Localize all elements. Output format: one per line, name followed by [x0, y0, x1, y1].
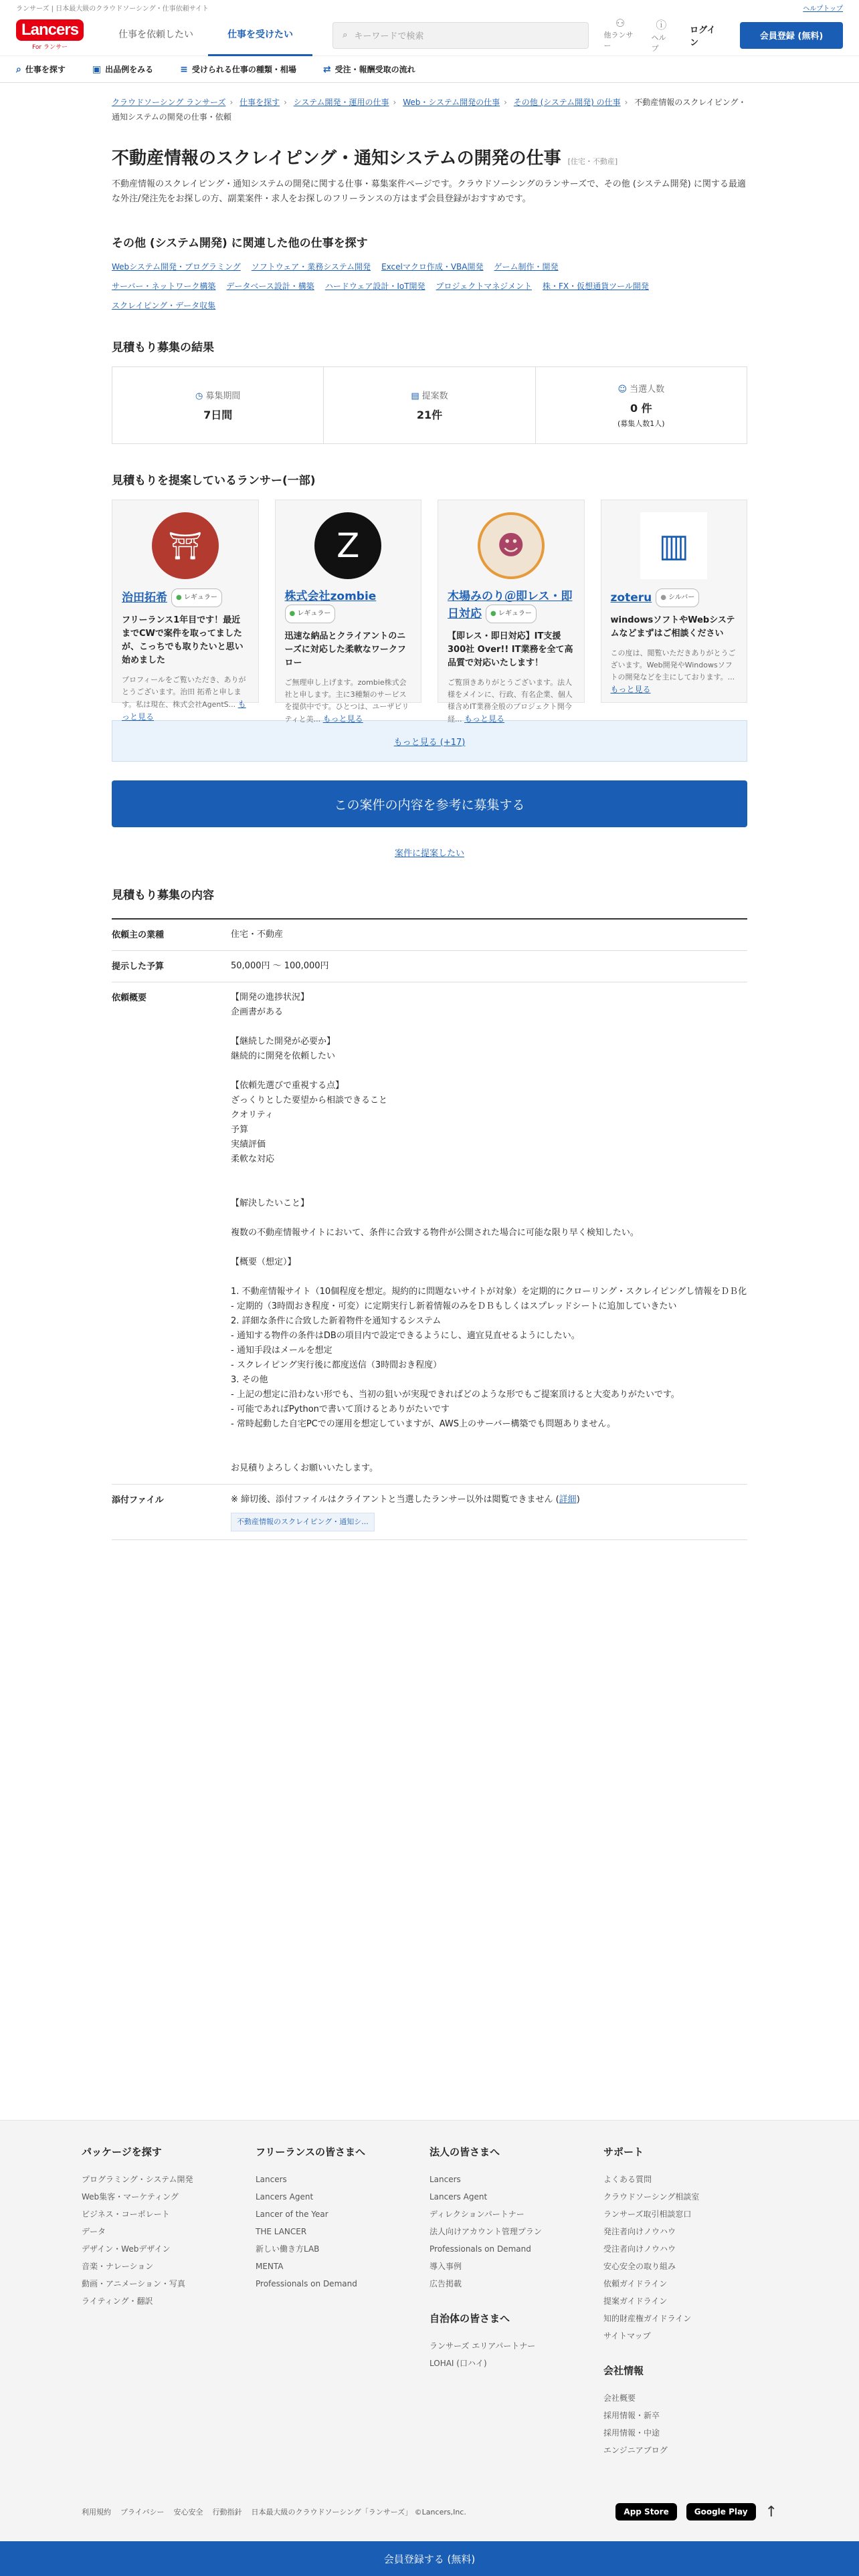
related-link[interactable]: ハードウェア設計・IoT開発 [324, 282, 425, 291]
footer-link[interactable]: 知的財産権ガイドライン [603, 2314, 692, 2323]
detail-row-attachments: 添付ファイル ※ 締切後、添付ファイルはクライアントと当選したランサー以外は閲覧できません (詳細) 不動産情報のスクレイピング・通知シ... [112, 1485, 747, 1540]
more-link[interactable]: もっと見る [322, 714, 363, 724]
related-links [112, 261, 667, 311]
footer-link[interactable]: 受注者向けノウハウ [603, 2244, 676, 2254]
rank-badge: ● レギュラー [171, 588, 222, 607]
breadcrumb-link[interactable]: システム開発・運用の仕事 [293, 98, 389, 107]
lancer-name[interactable]: zoteru [610, 591, 652, 605]
page-lead: 不動産情報のスクレイピング・通知システムの開発に関する仕事・募集案件ページです。クラウドソーシングのランサーズで、その他 (システム開発) に関する最適な外注/発注先をお探しの方、副業案件・求人をお探しのフリーランスの方はまず会員登録がおすすめです。 [112, 179, 746, 204]
related-link[interactable]: 株・FX・仮想通貨ツール開発 [542, 282, 649, 291]
breadcrumb-link[interactable]: その他 (システム開発) の仕事 [513, 98, 621, 107]
lancer-name[interactable]: 治田拓希 [122, 591, 167, 605]
related-link[interactable]: データベース設計・構築 [226, 282, 314, 291]
breadcrumb: クラウドソーシング ランサーズ › 仕事を探す › システム開発・運用の仕事 › Web・システム開発の仕事 › その他 (システム開発) の仕事 › 不動産情報のスクレイピング・通知システムの開発の仕事・依頼 [112, 98, 747, 122]
search-input[interactable]: ⌕ キーワードで検索 [332, 22, 589, 49]
footer-col-business: 法人の皆さまへ Lancers Lancers Agent ディレクションパートナー 法人向けアカウント管理プラン Professionals on Demand 導入事例 広告掲載 自治体の皆さまへ ランサーズ エリアパートナー LOHAI (口ハイ) [430, 2145, 603, 2459]
footer-link[interactable]: ディレクションパートナー [430, 2210, 524, 2219]
footer-link[interactable]: Lancers [430, 2175, 461, 2184]
footer-link[interactable]: 発注者向けノウハウ [603, 2227, 676, 2236]
propose-link[interactable]: 案件に提案したい [394, 849, 464, 859]
help-button[interactable]: ⓘ ヘルプ [652, 17, 672, 53]
help-top-link[interactable]: ヘルプトップ [803, 5, 843, 13]
industry-tag: [住宅・不動産] [567, 157, 618, 166]
footer-link[interactable]: クラウドソーシング相談室 [603, 2192, 700, 2202]
more-lancers-box [112, 720, 747, 762]
footer-link[interactable]: ライティング・翻訳 [82, 2296, 153, 2306]
results-stats [112, 366, 747, 444]
footer-link[interactable]: 新しい働き方LAB [256, 2244, 320, 2254]
footer-link[interactable]: Lancers Agent [430, 2192, 488, 2202]
related-link[interactable]: スクレイピング・データ収集 [112, 301, 216, 310]
footer-bottom-link[interactable]: 行動指針 [212, 2508, 242, 2516]
details-table [112, 918, 747, 1540]
search-icon: ⌕ [343, 30, 348, 40]
login-button[interactable]: ログイン [690, 25, 716, 48]
footer-link[interactable]: Lancers Agent [256, 2192, 314, 2202]
footer-link[interactable]: 導入事例 [430, 2262, 462, 2271]
footer-bottom-link[interactable]: 利用規約 [82, 2508, 111, 2516]
footer-bottom-link[interactable]: プライバシー [120, 2508, 165, 2516]
subnav-portfolio[interactable]: ▣ 出品例をみる [92, 64, 154, 75]
lancer-description: プロフィールをご覧いただき、ありがとうございます。治田 拓希と申します。私は現在、株式会社AgentS... もっと見る [122, 675, 246, 722]
sub-navigation [0, 56, 859, 83]
lancer-card[interactable] [275, 500, 422, 724]
tab-receive[interactable]: 仕事を受けたい [208, 15, 312, 56]
lancers-logo[interactable]: Lancers For ランサー [16, 19, 84, 51]
footer-link[interactable]: 採用情報・中途 [603, 2428, 660, 2438]
related-link[interactable]: プロジェクトマネジメント [436, 282, 532, 291]
tab-order[interactable]: 仕事を依頼したい [118, 29, 194, 40]
rank-badge: ● レギュラー [486, 605, 537, 623]
google-play-badge[interactable]: Google Play [686, 2503, 756, 2520]
footer-link[interactable]: データ [82, 2227, 106, 2236]
lancer-name[interactable]: 木場みのり＠即レス・即日対応 [448, 590, 573, 621]
lancer-card[interactable] [438, 500, 585, 724]
avatar[interactable]: ☻ [478, 512, 545, 579]
lancer-description: この度は、閲覧いただきありがとうございます。Web開発やWindowsソフトの開発などを主にしております。... もっと見る [610, 649, 736, 694]
site-tagline: ランサーズ | 日本最大級のクラウドソーシング・仕事依頼サイト [16, 5, 209, 13]
global-header [0, 15, 859, 56]
related-link[interactable]: サーバー・ネットワーク構築 [112, 282, 216, 291]
fixed-signup-bar[interactable]: 会員登録する (無料) [0, 2541, 859, 2576]
lancer-description: ご無理申し上げます。zombie株式会社と申します。主に3種類のサービスを提供中です。ひとつは、ユーザビリティと美... もっと見る [284, 678, 409, 724]
breadcrumb-current: 不動産情報のスクレイピング・通知システムの開発の仕事・依頼 [112, 98, 747, 122]
footer-bottom-link[interactable]: 安心安全 [173, 2508, 203, 2516]
avatar[interactable]: ▥ [640, 512, 707, 579]
lancers-heading: 見積もりを提案しているランサー(一部) [112, 474, 316, 488]
user-icon: ⚇ [615, 17, 626, 29]
header-tabs [104, 15, 312, 56]
detail-row: 依頼主の業種 住宅・不動産 [112, 920, 747, 951]
results-heading: 見積もり募集の結果 [112, 341, 214, 354]
clock-icon: ◷ [195, 391, 203, 401]
footer-link[interactable]: Professionals on Demand [256, 2279, 357, 2288]
lancer-name[interactable]: 株式会社zombie [284, 590, 377, 603]
footer-bottom [82, 2503, 777, 2520]
subnav-flow[interactable]: ⇄ 受注・報酬受取の流れ [322, 64, 415, 75]
footer-link[interactable]: デザイン・Webデザイン [82, 2244, 171, 2254]
rank-badge: ● レギュラー [285, 605, 336, 623]
details-heading: 見積もり募集の内容 [112, 889, 214, 902]
footer-link[interactable]: 依頼ガイドライン [603, 2279, 668, 2288]
breadcrumb-link[interactable]: Web・システム開発の仕事 [403, 98, 500, 107]
footer-link[interactable]: プログラミング・システム開発 [82, 2175, 193, 2184]
footer-col-freelance: フリーランスの皆さまへ Lancers Lancers Agent Lancer of the Year THE LANCER 新しい働き方LAB MENTA Professionals on Demand [256, 2145, 430, 2459]
footer-link[interactable]: 音楽・ナレーション [82, 2262, 154, 2271]
more-link[interactable]: もっと見る [464, 714, 505, 724]
app-store-badge[interactable]: App Store [615, 2503, 676, 2520]
footer-link[interactable]: Web集客・マーケティング [82, 2192, 179, 2202]
footer-link[interactable]: サイトマップ [603, 2331, 651, 2341]
avatar[interactable]: ⛩ [152, 512, 219, 579]
stat-proposals: ▤ 提案数 21件 [324, 367, 535, 443]
footer-link[interactable]: LOHAI (口ハイ) [430, 2359, 487, 2368]
stat-winners: ☺ 当選人数 0 件 (募集人数1人) [617, 385, 665, 428]
lancer-card[interactable] [601, 500, 748, 703]
recruit-similar-button[interactable]: この案件の内容を参考に募集する [112, 780, 747, 827]
footer-link[interactable]: 安心安全の取り組み [603, 2262, 676, 2271]
attachment-detail-link[interactable]: 詳細 [559, 1495, 577, 1505]
footer-link[interactable]: MENTA [256, 2262, 284, 2271]
stat-period: ◷ 募集期間 7日間 [112, 367, 324, 443]
footer-link[interactable]: 採用情報・新卒 [603, 2411, 660, 2420]
lancer-cards [112, 500, 747, 724]
flow-icon: ⇄ [322, 64, 331, 75]
portfolio-icon: ▣ [92, 64, 102, 75]
footer-link[interactable]: 提案ガイドライン [603, 2296, 668, 2306]
avatar[interactable]: Z [314, 512, 381, 579]
breadcrumb-link[interactable]: 仕事を探す [240, 98, 280, 107]
footer-link[interactable]: 動画・アニメーション・写真 [82, 2279, 185, 2288]
footer-col-support: サポート よくある質問 クラウドソーシング相談室 ランサーズ取引相談窓口 発注者向けノウハウ 受注者向けノウハウ 安心安全の取り組み 依頼ガイドライン 提案ガイドライン 知的財産権ガイドライン サイトマップ 会社情報 会社概要 採用情報・新卒 採用情報・中途 エンジニアブログ [603, 2145, 777, 2459]
footer-link[interactable]: Professionals on Demand [430, 2244, 531, 2254]
more-link[interactable]: もっと見る [122, 700, 246, 722]
attachment-file[interactable]: 不動産情報のスクレイピング・通知シ... [231, 1513, 375, 1531]
page-title: 不動産情報のスクレイピング・通知システムの開発の仕事 [住宅・不動産] [112, 148, 618, 169]
footer [0, 2120, 859, 2576]
more-link[interactable]: もっと見る [610, 685, 651, 694]
lancer-description: ご覧頂きありがとうございます。法人様をメインに、行政、有名企業、個人様含めIT業務全般のプロジェクト開今経... もっと見る [448, 678, 573, 724]
related-link[interactable]: ゲーム制作・開発 [494, 262, 559, 272]
document-icon: ▤ [411, 391, 419, 401]
footer-link[interactable]: ランサーズ取引相談窓口 [603, 2210, 692, 2219]
footer-link[interactable]: 広告掲載 [430, 2279, 462, 2288]
related-heading: その他 (システム開発) に関連した他の仕事を探す [112, 237, 368, 250]
detail-row-overview: 依頼概要 【開発の進捗状況】 企画書がある 【継続した開発が必要か】 継続的に開発を依頼したい 【依頼先選びで重視する点】 ざっくりとした要望から相談できること クオリティ 予算 実績評価 柔軟な対応 【解決したいこと】 複数の不動産情報サイトにおいて、条件に合致する物件が公開された場合に可能な限り早く検知したい。 【概要（想定）】 1. 不動産情報サイト（10個程度を想定。規約的に問題ないサイトが対象）を定期的にクローリング・スクレイピングし情報をＤＢ化 - 定期的（3時間おき程度・可変）に定期実行し新着情報のみをＤＢもしくはスプレッドシートに追加していきたい 2. 詳細な条件に合致した新着物件を通知するシステム - 通知する物件の条件はDBの項目内で設定できるようにし、適宜見直せるようにしたい。 - 通知手段はメールを想定 - スクレイピング実行後に都度送信（3時間おき程度） 3. その他 - 上記の想定に沿わない形でも、当初の狙いが実現できればどのような形でもご提案頂けると大変ありがたいです。 - 可能であればPythonで書いて頂けるとありがたいです - 常時起動した自宅PCでの運用を想定していますが、AWS上のサーバー構築でも問題ありません。 お見積りよろしくお願いいたします。 [112, 982, 747, 1485]
top-info-bar [0, 0, 859, 15]
rank-badge: ● シルバー [656, 588, 699, 607]
help-icon: ⓘ [656, 19, 667, 31]
signup-button[interactable]: 会員登録 (無料) [740, 22, 843, 49]
copyright: 日本最大級のクラウドソーシング「ランサーズ」 ©Lancers,Inc. [251, 2508, 466, 2516]
list-icon: ≡ [180, 64, 188, 75]
related-link[interactable]: Webシステム開発・プログラミング [112, 262, 241, 272]
lancer-tagline: windowsソフトやWebシステムなどまずはご相談ください [610, 615, 735, 639]
lancer-tagline: フリーランス1年目です！最近までCWで案件を取ってましたが、こっちでも取りたいと思い始めました [122, 615, 244, 665]
person-icon: ☺ [617, 385, 628, 395]
footer-link[interactable]: THE LANCER [256, 2227, 307, 2236]
footer-link[interactable]: エンジニアブログ [603, 2446, 668, 2455]
lancer-card[interactable] [112, 500, 259, 722]
footer-col-packages: パッケージを探す プログラミング・システム開発 Web集客・マーケティング ビジネス・コーポレート データ デザイン・Webデザイン 音楽・ナレーション 動画・アニメーション・写真 ライティング・翻訳 [82, 2145, 256, 2459]
breadcrumb-link[interactable]: クラウドソーシング ランサーズ [112, 98, 226, 107]
lancer-tagline: 迅速な納品とクライアントのニーズに対応した柔軟なワークフロー [284, 631, 406, 668]
footer-link[interactable]: Lancer of the Year [256, 2210, 328, 2219]
back-to-top-icon[interactable]: ↑ [765, 2503, 777, 2520]
footer-link[interactable]: ビジネス・コーポレート [82, 2210, 170, 2219]
detail-row: 提示した予算 50,000円 〜 100,000円 [112, 951, 747, 982]
more-lancers-link[interactable]: もっと見る (+17) [393, 737, 466, 748]
subnav-work-types[interactable]: ≡ 受けられる仕事の種類・相場 [180, 64, 296, 75]
lancer-tagline: 【即レス・即日対応】IT支援300社 Over!! IT業務を全て高品質で対応いたします！ [448, 631, 573, 668]
other-lancer-button[interactable]: ⚇ 他ランサー [603, 17, 634, 50]
footer-link[interactable]: Lancers [256, 2175, 287, 2184]
footer-link[interactable]: 会社概要 [603, 2393, 636, 2403]
related-link[interactable]: ソフトウェア・業務システム開発 [251, 262, 371, 272]
search-icon: ⌕ [16, 64, 21, 75]
footer-link[interactable]: よくある質問 [603, 2175, 652, 2184]
footer-link[interactable]: 法人向けアカウント管理プラン [430, 2227, 542, 2236]
footer-link[interactable]: ランサーズ エリアパートナー [430, 2341, 536, 2351]
related-link[interactable]: Excelマクロ作成・VBA開発 [381, 262, 484, 272]
overview-text: 【開発の進捗状況】 企画書がある 【継続した開発が必要か】 継続的に開発を依頼したい 【依頼先選びで重視する点】 ざっくりとした要望から相談できること クオリティ 予算 実績評価 柔軟な対応 【解決したいこと】 複数の不動産情報サイトにおいて、条件に合致する物件が公開された場合に可能な限り早く検知したい。 【概要（想定）】 1. 不動産情報サイト（10個程度を想定。規約的に問題ないサイトが対象）を定期的にクローリング・スクレイピングし情報をＤＢ化 - 定期的（3時間おき程度・可変）に定期実行し新着情報のみをＤＢもしくはスプレッドシートに追加していきたい 2. 詳細な条件に合致した新着物件を通知するシステム - 通知する物件の条件はDBの項目内で設定できるようにし、適宜見直せるようにしたい。 - 通知手段はメールを想定 - スクレイピング実行後に都度送信（3時間おき程度） 3. その他 - 上記の想定に沿わない形でも、当初の狙いが実現できればどのような形でもご提案頂けると大変ありがたいです。 - 可能であればPythonで書いて頂けるとありがたいです - 常時起動した自宅PCでの運用を想定していますが、AWS上のサーバー構築でも問題ありません。 お見積りよろしくお願いいたします。 [231, 992, 747, 1473]
subnav-find-work[interactable]: ⌕ 仕事を探す [16, 64, 66, 75]
